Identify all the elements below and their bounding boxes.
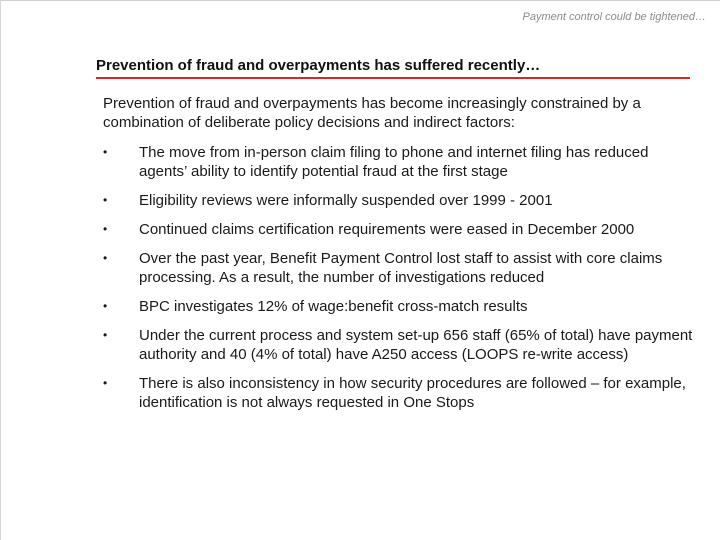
- title-underline: [96, 77, 690, 79]
- list-item: [103, 191, 693, 210]
- header-divider: [0, 0, 720, 1]
- list-item: [103, 297, 693, 316]
- bullet-text: Eligibility reviews were informally suspended over 1999 - 2001: [139, 192, 553, 209]
- left-border: [0, 0, 1, 540]
- bullet-icon: •: [103, 251, 108, 265]
- slide-title: Prevention of fraud and overpayments has suffered recently…: [96, 57, 541, 74]
- bullet-icon: •: [103, 193, 108, 207]
- intro-paragraph: Prevention of fraud and overpayments has become increasingly constrained by a combination of deliberate policy decisions and indirect factors:: [103, 95, 641, 131]
- list-item: [103, 143, 693, 181]
- bullet-text: Continued claims certification requirements were eased in December 2000: [139, 221, 635, 238]
- bullet-icon: •: [103, 299, 108, 313]
- bullet-icon: •: [103, 328, 108, 342]
- list-item: [103, 374, 693, 412]
- bullet-icon: •: [103, 145, 108, 159]
- bullet-icon: •: [103, 376, 108, 390]
- list-item: [103, 326, 693, 364]
- bullet-text: BPC investigates 12% of wage:benefit cross-match results: [139, 298, 528, 315]
- bullet-list: [103, 143, 693, 422]
- bullet-text: Over the past year, Benefit Payment Control lost staff to assist with core claims processing. As a result, the number of investigations reduced: [139, 250, 663, 286]
- list-item: [103, 220, 693, 239]
- slide-tagline: Payment control could be tightened…: [522, 11, 706, 23]
- bullet-text: There is also inconsistency in how security procedures are followed – for example, identification is not always requested in One Stops: [139, 375, 686, 411]
- list-item: [103, 249, 693, 287]
- bullet-icon: •: [103, 222, 108, 236]
- bullet-text: The move from in-person claim filing to phone and internet filing has reduced agents’ ability to identify potential fraud at the first stage: [139, 144, 649, 180]
- bullet-text: Under the current process and system set-up 656 staff (65% of total) have payment authority and 40 (4% of total) have A250 access (LOOPS re-write access): [139, 327, 693, 363]
